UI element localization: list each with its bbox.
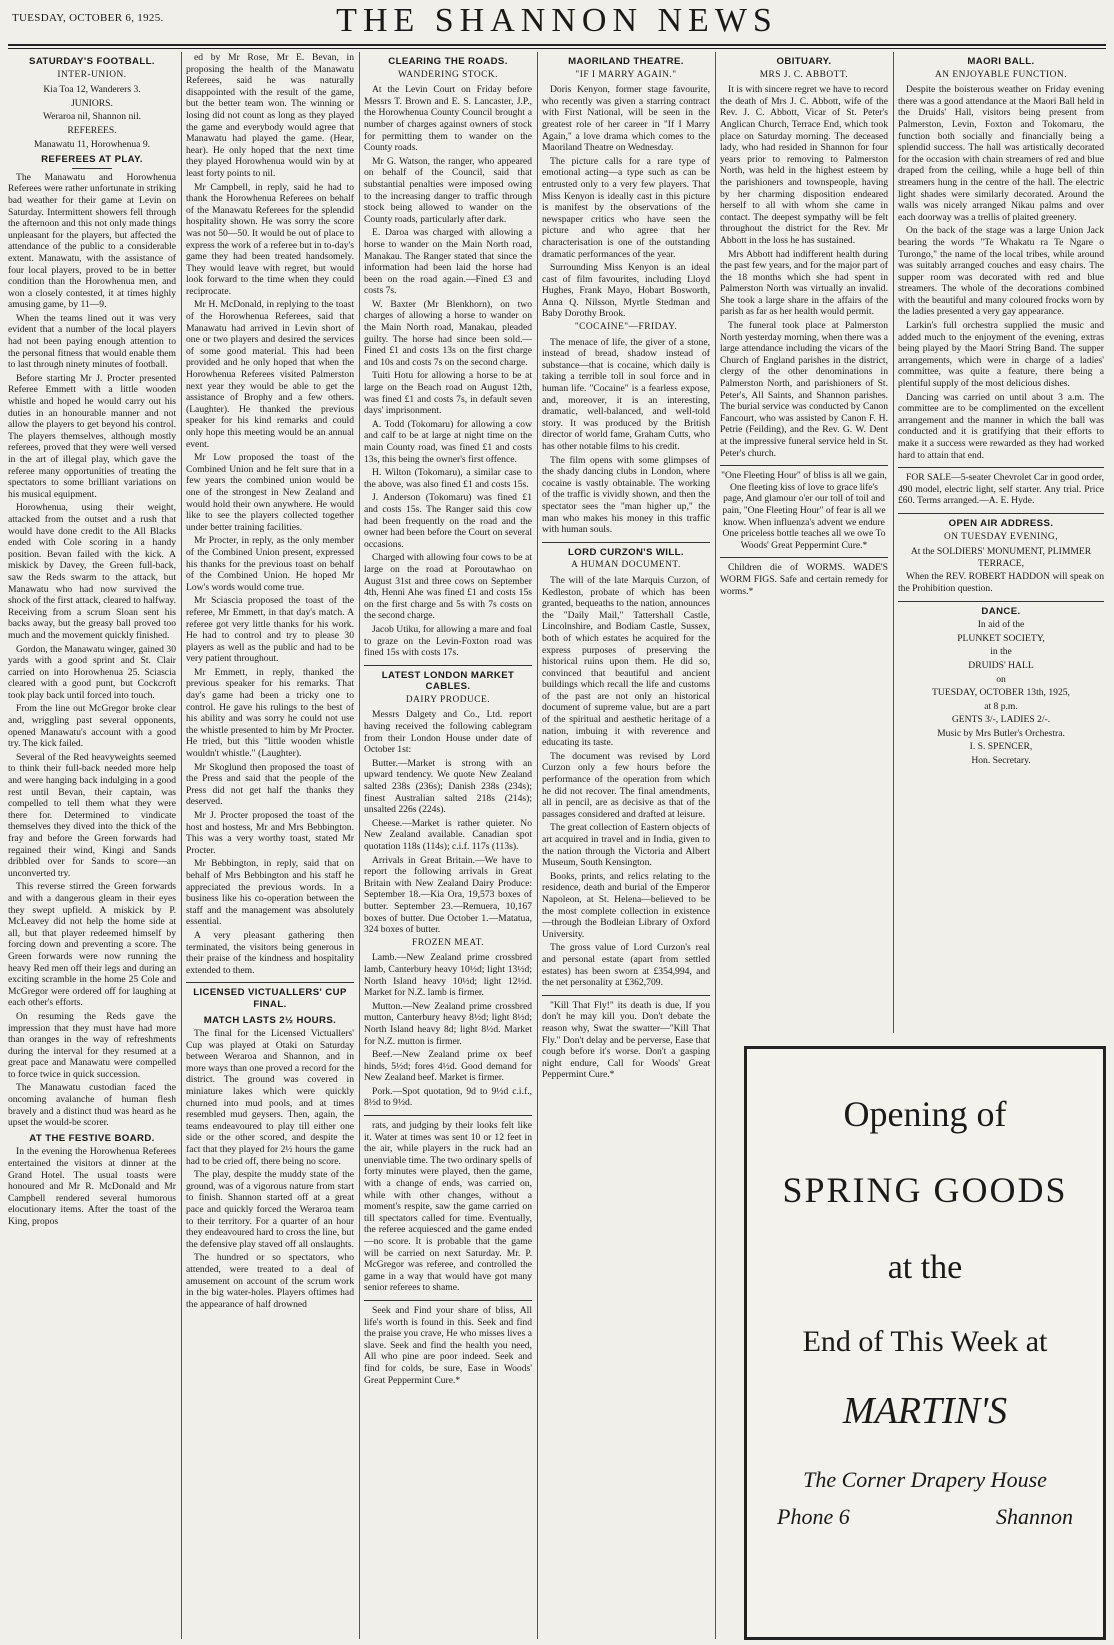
subheadline: A HUMAN DOCUMENT. [571,560,681,571]
worm-advert: Children die of WORMS. WADE'S WORM FIGS. Safe and certain remedy for worms.* [720,562,888,597]
paragraph: When the REV. ROBERT HADDON will speak on the Prohibition question. [898,571,1104,594]
result-line: JUNIORS. [71,97,113,109]
subheadline: AN ENJOYABLE FUNCTION. [934,69,1068,80]
column-2 [186,52,354,1639]
advert-line: The Corner Drapery House [803,1467,1047,1492]
verse-advert: "One Fleeting Hour" of bliss is all we gain, One fleeting kiss of love to grace life's page, And glamour o'er our toll of toil and pain, "One Fleeting Hour" of fear is all we know. When influenza's advent we endure One priceless bottle teaches all we owe To Woods' Great Peppermint Cure.* [721,470,887,551]
subheadline: FROZEN MEAT. [412,937,484,948]
advert-phone: Phone 6 [777,1504,850,1529]
divider [364,1115,532,1116]
subheadline: WANDERING STOCK. [397,69,498,80]
paragraph: Doris Kenyon, former stage favourite, who recently was given a starring contract with First National, will be seen in the greatest role of her career in "If I Marry Again," a love drama which comes to the Maoriland Theatre on Wednesday. [542,84,710,154]
subheadline: DAIRY PRODUCE. [405,694,491,705]
subheadline: INTER-UNION. [57,69,127,80]
paragraph: Gordon, the Manawatu winger, gained 30 yards with a good sprint and St. Clair carried on into Horowhenua 25. Sciascia cleared with a good punt, but Cockcroft took play back until forced into touch. [8,643,176,701]
result-line: REFEREES. [67,124,117,136]
advert-line: at the [887,1249,963,1286]
paragraph: Arrivals in Great Britain.—We have to report the following arrivals in Great Britain with New Zealand Dairy Produce: September 18.—Kia Ora, 19,573 boxes of butter. September 23.—Remuera, 10,167 boxes of butter. Due October 1.—Matatua, 324 boxes of butter. [364,854,532,936]
headline: SATURDAY'S FOOTBALL. [29,56,155,67]
masthead [0,0,1114,44]
paragraph: J. Anderson (Tokomaru) was fined £1 and costs 15s. The Ranger said this cow had been frequently on the road and the owner had been before the Court on several occasions. [364,492,532,550]
paragraph: Despite the boisterous weather on Friday evening there was a good attendance at the Maori Ball held in the Druids' Hall, visitors being present from Palmerston, Levin, Foxton and Tokomaru, the function both socially and financially being a splendid success. The hall was artistically decorated for the occasion with chain streamers of red and blue draped from the ceiling, while a huge bell of thin streamers hung in the centre of the hall. The electric light shades were similarly decorated. Around the walls was nicely arranged Nikau palms and over each doorway was a trellis of plaited greenery. [898,84,1104,223]
classified-advert: FOR SALE—5-seater Chevrolet Car in good order, 490 model, electric light, self starter. Any trial. Price £60. Terms arranged.—A. E. Hyde. [898,472,1104,507]
paragraph: Books, prints, and relics relating to the residence, death and burial of the Emperor Napoleon, at St. Helena—believed to be the most complete collection in existence—through the Bodleian Library of Oxford University. [542,870,710,940]
divider [72,168,112,169]
paragraph: It is with sincere regret we have to record the death of Mrs J. C. Abbott, wife of the Rev. J. C. Abbott, Vicar of St. Peter's Anglican Church, Terrace End, which took place on Saturday morning. The deceased lady, who had resided in Shannon for four years prior to removing to Palmerston North, was held in the highest esteem by the parishioners and townspeople, having by her charming disposition endeared herself to all with whom she came in contact. The deepest sympathy will be felt throughout the district for the Rev. Mr Abbott in the loss he has sustained. [720,84,888,246]
headline: MAORILAND THEATRE. [568,56,684,67]
paragraph: The document was revised by Lord Curzon only a few hours before the performance of the operation from which he did not recover. The final amendments, all in pencil, are as decisive as that of the passages considered and drafted at leisure. [542,750,710,820]
dance-line: Music by Mrs Butler's Orchestra. [937,727,1065,739]
paragraph: At the Levin Court on Friday before Messrs T. Brown and E. S. Lancaster, J.P., the Horowhenua County Council brought a number of charges against owners of stock for permitting them to wander on the County roads. [364,84,532,154]
column-rule [715,52,716,1639]
verse-advert: "Kill That Fly!" its death is due, If you don't he may kill you. Don't debate the reason why, Swat the swatter—"Kill That Fly." Don't delay and be perverse, Ease that cough before it's worse. Don't a gasping night endure, Call for Woods' Great Peppermint Cure.* [542,999,710,1081]
masthead-rule [8,44,1106,46]
paragraph: Dancing was carried on until about 3 a.m. The committee are to be complimented on the excellent arrangement and the manner in which the ball was conducted and it is gratifying that their efforts to make it a success were rewarded as they had worked hard to attain that end. [898,391,1104,461]
paragraph: The menace of life, the giver of a stone, instead of bread, shadow instead of substance—that is cocaine, which daily is taking a terrible toll in soul force and in human life. "Cocaine" is a fearless expose, and, moreover, it is an interesting, dramatic, well-balanced, and well-told story. It was produced by the British director of world fame, Graham Cutts, who has other notable films to his credit. [542,336,710,452]
paragraph: From the line out McGregor broke clear and, wriggling past several opponents, opened Manawatu's account with a good try. The kick failed. [8,703,176,750]
headline: MAORI BALL. [967,56,1035,67]
column-3 [364,52,532,1639]
headline: DANCE. [981,605,1021,617]
paragraph: The Manawatu and Horowhenua Referees were rather unfortunate in striking bad weather for their game at Levin on Saturday. Intermittent showers fell through the afternoon and this not only made things unpleasant for the players, but affected the attendance of the public to a considerable extent. Manawatu, with the assistance of four local players, proved to be in better condition than the Horowhenua men, and won a closely contested, it at times highly amusing game, by 11—9. [8,171,176,311]
newspaper-title: THE SHANNON NEWS [336,2,778,39]
paragraph: Mr Bebbington, in reply, said that on behalf of Mrs Bebbington and his staff he appreciated the previous words. In a business like his co-operation between the staff and the management was absolutely essential. [186,858,354,928]
dance-line: GENTS 3/-, LADIES 2/-. [951,714,1051,726]
divider [186,982,354,983]
column-6 [898,52,1104,1033]
masthead-rule-thin [8,48,1106,49]
paragraph: On resuming the Reds gave the impression that they must have had more than oranges in the way of refreshments during the interval for they resumed at a great pace and Manawatu were compelled to force twice in quick succession. [8,1010,176,1080]
headline: LATEST LONDON MARKET CABLES. [381,669,515,693]
paragraph: Messrs Dalgety and Co., Ltd. report having received the following cablegram from their London House under date of October 1st: [364,709,532,756]
headline: REFEREES AT PLAY. [41,154,143,166]
paragraph: Several of the Red heavyweights seemed to think their full-back needed more help and were hanging back indulging in a good rest until Bevan, their captain, was compelled to tell them what they were there for. Determined to vindicate themselves they dived into the thick of the fray and before the Green forwards had regained their wind, Kingi and Sands dribbled over for Sands to score—an unconverted try. [8,751,176,879]
paragraph: Butter.—Market is strong with an upward tendency. We quote New Zealand salted 238s (236s); Danish 238s (234s); finest Australian salted 218s (214s); unsalted 226s (224s). [364,757,532,816]
result-line: Manawatu 11, Horowhenua 9. [33,138,151,150]
subheadline: MRS J. C. ABBOTT. [759,69,849,80]
headline: OPEN AIR ADDRESS. [948,517,1054,529]
paragraph: Lamb.—New Zealand prime crossbred lamb, Canterbury heavy 10½d; light 13½d; North Island heavy 10½d; light 12½d. Market for N.Z. lamb is firmer. [364,952,532,999]
dance-line: DRUIDS' HALL [968,659,1034,671]
subheadline: ON TUESDAY EVENING, [943,531,1059,542]
paragraph: Mr H. McDonald, in replying to the toast of the Horowhenua Referees, said that Manawatu had arrived in Levin short of one or two players and desired the services of some good material. This had been provided and he only hoped that when the Horowhenua Referees visited Palmerston next year they would be able to get the assistance of Brophy and a few others. (Laughter). He thanked the previous speaker for his kind remarks and could only hope this meeting would be an annual event. [186,299,354,450]
paragraph: The picture calls for a rare type of emotional acting—a type such as can be entrusted only to a very few players. That Miss Kenyon is ideally cast in this picture is manifest by the observations of the newspaper critics who have seen the picture and who agree that her characterisation is one of the outstanding dramatic performances of the year. [542,155,710,260]
headline: AT THE FESTIVE BOARD. [29,1132,155,1144]
column-rule [893,52,894,1033]
dance-line: at 8 p.m. [984,700,1018,712]
dance-line: Hon. Secretary. [971,755,1031,767]
issue-date: TUESDAY, OCTOBER 6, 1925. [12,12,164,24]
advert-store-name: MARTIN'S [842,1390,1008,1432]
paragraph: Mr Low proposed the toast of the Combined Union and he felt sure that in a few years the combined union would be one of the strongest in New Zealand and would hold their own anywhere. He would like to see the players collected together under better training facilities. [186,452,354,533]
paragraph: A very pleasant gathering then terminated, the visitors being generous in their praise of the kindness and hospitality extended to them. [186,929,354,976]
paragraph: Before starting Mr J. Procter presented Referee Emmett with a little wooden whistle and hoped he would carry out his duties in an honourable manner and not allow the players to get beyond his control. The players themselves, although mostly referees, proved that they were well versed in the art of illegal play, which gave the referee many opportunities of treating the spectators to some brilliant variations on his musical equipment. [8,372,176,500]
paragraph: W. Baxter (Mr Blenkhorn), on two charges of allowing a horse to wander on the Main North road, Manakau, pleaded guilty. The horse had since been sold.—Fined £1 and costs 13s on the first charge and 10s and costs 7s on the second charge. [364,298,532,368]
dance-line: In aid of the [977,619,1025,631]
paragraph: Larkin's full orchestra supplied the music and added much to the enjoyment of the evening, extras being played by the Maori String Band. The supper arrangements, which were in charge of a ladies' committee, was quite a feature, there being a plentiful supply of the most delicious dishes. [898,320,1104,390]
paragraph: Mr J. Procter proposed the toast of the host and hostess, Mr and Mrs Bebbington. This was a very worthy toast, stated Mr Procter. [186,810,354,856]
paragraph: The hundred or so spectators, who attended, were treated to a deal of amusement on account of the scrum work in the big water-holes. Players oftimes had the appearance of half drowned [186,1252,354,1310]
paragraph: Pork.—Spot quotation, 9d to 9½d c.i.f., 8½d to 9½d. [364,1085,532,1109]
subheadline: "COCAINE"—FRIDAY. [574,322,678,333]
divider [542,995,710,996]
result-line: Weraroa nil, Shannon nil. [42,111,142,123]
advert-line: Opening of [843,1094,1007,1134]
headline: OBITUARY. [776,56,832,67]
paragraph: The gross value of Lord Curzon's real and personal estate (apart from settled estates) has been sworn at £354,994, and the net personality at £362,709. [542,942,710,989]
paragraph: Mr Sciascia proposed the toast of the referee, Mr Emmett, in that day's match. A referee got very little thanks for his work. He had to control and try to please 30 players as well as the public and had to be very patient throughout. [186,595,354,665]
paragraph: A. Todd (Tokomaru) for allowing a cow and calf to be at large at night time on the main County road, was fined £1 and costs 13s, this being the owner's first offence. [364,418,532,465]
dance-line: TUESDAY, OCTOBER 13th, 1925, [932,687,1070,699]
paragraph: When the teams lined out it was very evident that a number of the local players had not been paying enough attention to the personal fitness that would enable them to last through ninety minutes of football. [8,312,176,371]
headline: LORD CURZON'S WILL. [568,546,684,558]
paragraph: Tuiti Hotu for allowing a horse to be at large on the Beach road on August 12th, was fined £1 and costs 7s, in default seven days' imprisonment. [364,370,532,417]
paragraph: The final for the Licensed Victuallers' Cup was played at Otaki on Saturday between Weraroa and Shannon, and in more ways than one proved a record for the district. The ground was covered in miniature lakes which were quickly churned into mud pools, and at times resembled mud geysers. Then, again, the teams endeavoured to play till either one side or the other scored, and despite the fact that they played for 2½ hours the game had to be cried off, there being no score. [186,1028,354,1167]
paragraph: H. Wilton (Tokomaru), a similar case to the above, was also fined £1 and costs 15s. [364,467,532,490]
paragraph: ed by Mr Rose, Mr E. Bevan, in proposing the health of the Manawatu Referees, said he was naturally disappointed with the result of the game, but the better team won. The winning or losing did not count as long as they played the game and everybody would agree that Manawatu had played the game. (Hear, hear). He only hoped that the next time they played Horowhenua would win by at least forty points to nil. [186,52,354,179]
column-rule [359,52,360,1639]
column-rule [537,52,538,1639]
spring-goods-advert [744,1046,1106,1640]
subheadline: MATCH LASTS 2½ HOURS. [203,1014,337,1026]
result-line: Kia Toa 12, Wanderers 3. [43,84,141,96]
paragraph: Surrounding Miss Kenyon is an ideal cast of film favourites, including Lloyd Hughes, Frank Mayo, Hobart Bosworth, Anna Q. Nilsson, Myrtle Stedman and Baby Dorothy Brook. [542,262,710,320]
paragraph: The Manawatu custodian faced the oncoming avalanche of human flesh bravely and a distinct thud was heard as he upset the would-be scorer. [8,1082,176,1129]
paragraph: Mrs Abbott had indifferent health during the past few years, and for the major part of the 18 months which she had spent in Palmerston North was virtually an invalid. She took a large share in the affairs of the parish as far as her health would permit. [720,248,888,318]
subheadline: "IF I MARRY AGAIN." [575,69,677,80]
paragraph: The funeral took place at Palmerston North yesterday morning, when there was a large attendance including the vicars of the Church of England parishes in the district, clergy of the other denominations in Palmerston North, and parishioners of St. Peter's, All Saints, and Shannon parishes. The burial service was conducted by Canon Fancourt, who was assisted by Canon F. H. Petrie (Feilding), and the Rev. G. W. Dent at the impressive funeral service held in St. Peter's church. [720,320,888,459]
divider [898,601,1104,602]
advert-town: Shannon [996,1504,1073,1529]
column-4 [542,52,710,1639]
paragraph: Beef.—New Zealand prime ox beef hinds, 5½d; fores 4½d. Good demand for New Zealand beef. Market is firmer. [364,1049,532,1084]
paragraph: Cheese.—Market is rather quieter. No New Zealand available. Canadian spot quotation 118s (114s); c.i.f. 117s (113s). [364,817,532,852]
advert-line: SPRING GOODS [782,1170,1068,1210]
dance-line: in the [990,646,1012,658]
paragraph: The will of the late Marquis Curzon, of Kedleston, probate of which has been granted, bequeaths to the nation, announces the "Daily Mail," Tattershall Castle, Lincolnshire, and Bodiam Castle, Sussex, both of which estates he acquired for the express purposes of preserving the historical ruins upon them. He did so, convinced that beautiful and ancient buildings which recall the life and customs of the past are not only an historical document of supreme value, but are a part of the spiritual and aesthetic heritage of a nation, imbuing it with reverence and educating its taste. [542,574,710,749]
column-rule [181,52,182,1639]
divider [898,467,1104,468]
divider [720,465,888,466]
divider [542,542,710,543]
divider [364,665,532,666]
paragraph: At the SOLDIERS' MONUMENT, PLIMMER TERRACE, [910,546,1092,569]
column-1 [8,52,176,1639]
divider [720,557,888,558]
paragraph: rats, and judging by their looks felt like it. Water at times was sent 10 or 12 feet in the air, while players in the ruck had an unenviable time. The two ordinary spells of forty minutes were played, then the game, with a change of ends, was carried on, while with other changes, without a moment's respite, saw the game carried on till spectators called for time. Eventually, the referee acquiesced and the game ended—no score. It is probable that the game will be carried on next Saturday. Mr. P. McGregor was referee, and controlled the game in a way that would have got many senior referees to shame. [364,1120,532,1294]
dance-line: I. S. SPENCER, [969,741,1033,753]
column-5 [720,52,888,1033]
headline: CLEARING THE ROADS. [388,56,508,67]
paragraph: This reverse stirred the Green forwards and with a dangerous gleam in their eyes they swept upfield. A miskick by P. McLeavey did not help the home side at all, but that player redeemed himself by forcing down and preventing a score. The Green forwards were now running the heavy Red men off their legs and during an exciting scramble in the home 25 Cole and McGregor were ordered off for laughing at each other's efforts. [8,881,176,1009]
divider [364,1300,532,1301]
paragraph: Charged with allowing four cows to be at large on the road at Poroutawhao on August 31st and three cows on September 4th, Henni Ahe was fined £1 and costs 15s on the first charge and 5s with 7s costs on the second charge. [364,552,532,622]
paragraph: Jacob Utiku, for allowing a mare and foal to graze on the Levin-Foxton road was fined 15s with costs 17s. [364,623,532,659]
paragraph: Mr G. Watson, the ranger, who appeared on behalf of the Council, said that substantial penalties were imposed owing to the increasing danger to traffic through stock being allowed to wander on the County roads, particularly after dark. [364,155,532,225]
paragraph: Mutton.—New Zealand prime crossbred mutton, Canterbury heavy 8½d; light 8½d; North Island heavy 8d; light 8½d. Market for N.Z. mutton is firmer. [364,1000,532,1047]
paragraph: The great collection of Eastern objects of art acquired in travel and in India, given to the nation through the Victoria and Albert Museum, South Kensington. [542,822,710,869]
paragraph: E. Daroa was charged with allowing a horse to wander on the Main North road, Manakau. The Ranger stated that since the information had been laid the horse had been on the road again.—Fined £3 and costs 7s. [364,227,532,297]
dance-line: PLUNKET SOCIETY, [957,632,1045,644]
dance-line: on [996,673,1006,685]
paragraph: Mr Procter, in reply, as the only member of the Combined Union present, expressed his thanks for the previous toast on behalf of the Combined Union. He hoped Mr Low's words would come true. [186,535,354,593]
advert-line: End of This Week at [802,1325,1048,1358]
paragraph: On the back of the stage was a large Union Jack bearing the words "Te Whakatu ra Te Ngare o Turongo," the name of the local tribes, while around was suitably arranged couches and easy chairs. The supper room was decorated with red and blue streamers. The whole of the decorations combined with the beautiful and many coloured frocks worn by the ladies presented a very gay appearance. [898,225,1104,318]
paragraph: The play, despite the muddy state of the ground, was of a vigorous nature from start to finish. Shannon started off at a great pace and quickly forced the Weraroa team to their territory. For a quarter of an hour they endeavoured hard to cross the line, but the defensive play staved off all onslaughts. [186,1169,354,1250]
paragraph: Mr Emmett, in reply, thanked the previous speaker for his remarks. That day's game had been a tricky one to control. He gave his rulings to the best of his ability and was sorry he could not use the whistle presented to him by Mr Procter. He tried, but this "little wooden whistle wouldn't whistle." (Laughter). [186,666,354,760]
paragraph: In the evening the Horowhenua Referees entertained the visitors at dinner at the Grand Hotel. The usual toasts were honoured and Mr R. McDonald and Mr Campbell rendered several humorous elocutionary items. After the toast of the King, propos [8,1146,176,1227]
divider [898,513,1104,514]
paragraph: Mr Campbell, in reply, said he had to thank the Horowhenua Referees on behalf of the Manawatu Referees for the splendid hospitality shown. He was sorry the score was not 50—50. It would be out of place to express the work of a referee but in to-day's game they had been treated handsomely. They would leave with regret, but would look forward to the time when they could reciprocate. [186,181,354,297]
headline: LICENSED VICTUALLERS' CUP FINAL. [193,987,347,1010]
verse-advert: Seek and Find your share of bliss, All life's worth is found in this. Seek and find the praise you crave, He who misses lives a slave. Seek and find the health you need, All who pine are poor indeed. Seek and find for colds, be sure, Ease in Woods' Great Peppermint Cure.* [364,1304,532,1386]
paragraph: Mr Skoglund then proposed the toast of the Press and said that the people of the Press did not get half the thanks they deserved. [186,761,354,808]
paragraph: The film opens with some glimpses of the shady dancing clubs in London, where cocaine is vastly obtainable. The working of the traffic is vividly shown, and then the spectator sees the "man higher up," the man who makes his money in this traffic with human souls. [542,454,710,536]
paragraph: Horowhenua, using their weight, attacked from the outset and a rush that would have done credit to the All Blacks ended with Cole scoring in a handy position. Bevan failed with the kick. A miskick by Davey, the Green full-back, saw the Reds swarm to the attack, but Manawatu who had now survived the shock of the first attack, cleared to halfway. Receiving from a scrum Sloan sent his backs away, but the greasy ball proved too much and the movement quickly finished. [8,502,176,641]
